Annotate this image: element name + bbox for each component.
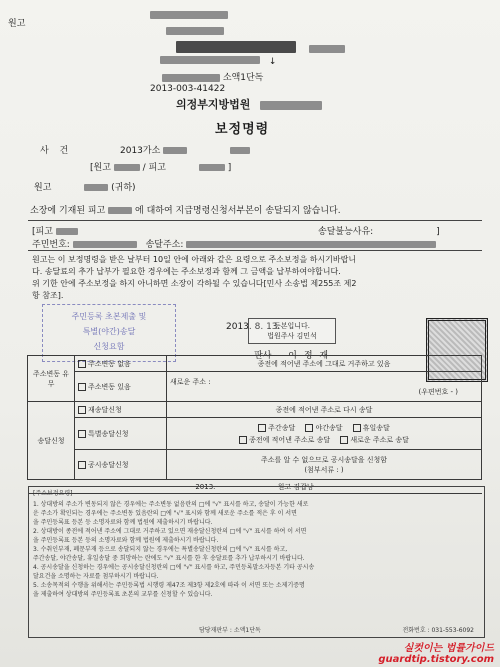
redacted-number-line: ↓ <box>160 56 276 67</box>
new-address-field[interactable]: 새로운 주소 : (우편번호 - ) <box>167 372 482 402</box>
guideline-line: 5. 소송목적의 수행을 위해서는 주민등록법 시행령 제47조 제3항 제2호에 따라 이 서면 또는 소제기증명 <box>33 582 305 589</box>
case-number: 2013가소 <box>120 143 250 156</box>
section-address-change: 주소변동 유무 <box>28 356 75 402</box>
option-changed[interactable]: 주소변동 있음 <box>75 372 167 402</box>
certified-copy-stamp: 등본입니다. 법원주사 김민석 <box>248 318 336 344</box>
guideline-line: 을 주민등록표 등본 등 소명자료와 함께 법원에 제출하시기 바랍니다. <box>33 519 213 526</box>
site-watermark: 실컷이는 법률가이드 guardtip.tistory.com <box>378 643 494 665</box>
redacted-barcode <box>176 38 345 57</box>
checkbox[interactable] <box>258 424 266 432</box>
case-label: 사 건 <box>40 146 73 156</box>
public-notice-desc: 주소를 알 수 없으므로 공시송달을 신청함 (첨부서류 : ) <box>167 450 482 480</box>
guideline-line: 주간송달, 야간송달, 휴일송달 중 희망하는 란에도 "√" 표시를 한 후 송달료를 추가 납부하시기 바랍니다. <box>33 555 305 562</box>
guideline-line: 을 주민등록표 등본 등의 소명자료와 함께 법원에 제출하시기 바랍니다. <box>33 537 219 544</box>
guideline-line: 1. 상대방의 주소가 변동되지 않은 경우에는 주소변동 없음란의 □에 "√" 표시를 하고, 송달이 가능한 새로 <box>33 501 309 508</box>
option-redelivery-desc: 종전에 적어낸 주소로 다시 송달 <box>167 402 482 418</box>
delivery-failure-reason: 송달불능사유: ] <box>318 227 440 237</box>
address-correction-table <box>27 355 482 494</box>
option-redelivery[interactable]: 재송달신청 <box>75 402 167 418</box>
order-body: 원고는 이 보정명령을 받은 날부터 10일 안에 아래와 같은 요령으로 주소보정을 하시기바랍니 다. 송달료의 추가 납부가 필요한 경우에는 주소보정과 함께 그 금액을 납부하여야합니다. 위 기한 안에 주소보정을 하지 아니하면 소장이 각하될 수 있습니다[민사 소송법 제255조 제2 항 참조]. <box>32 255 357 300</box>
correction-guidelines <box>28 486 485 638</box>
court-name: 의정부지방법원 <box>176 96 322 112</box>
divider <box>28 250 482 251</box>
blue-stamp: 주민등록 초본제출 및 특별(야간)송달 신청요함 <box>42 304 176 362</box>
guideline-line: 3. 수취인부재, 폐문부재 등으로 송달되지 않는 경우에는 특별송달신청란의 □에 "√" 표시를 하고, <box>33 546 288 553</box>
notice-text: 소장에 기재된 피고 에 대하여 지급명령신청서부본이 송달되지 않습니다. <box>30 206 341 216</box>
issue-date: 2013. 8. 13. <box>226 322 281 332</box>
case-parties: [원고 / 피고 ] <box>90 163 232 173</box>
checkbox[interactable] <box>239 436 247 444</box>
guideline-line: 2. 상대방이 종전에 적어낸 주소에 그대로 거주하고 있으면 재송달신청란의 □에 "√" 표시를 하여 이 서면 <box>33 528 307 535</box>
checkbox[interactable] <box>78 360 86 368</box>
option-public-notice[interactable]: 공시송달신청 <box>75 450 167 480</box>
officer-line: 담당재판부 : 소액1단독 <box>199 627 261 634</box>
redacted-address-line <box>166 20 224 39</box>
divider <box>28 220 482 221</box>
signature-line: 2013. 원고 김갑남 <box>28 480 482 494</box>
option-special-delivery[interactable]: 특별송달신청 <box>75 418 167 450</box>
defendant-id-address: 주민번호: 송달주소: <box>32 237 436 250</box>
guidelines-lines <box>29 500 484 599</box>
checkbox[interactable] <box>78 430 86 438</box>
defendant-label: [피고 <box>32 224 78 237</box>
checkbox[interactable] <box>78 461 86 469</box>
section-delivery-request: 송달신청 <box>28 402 75 480</box>
plaintiff-line: 원고 (귀하) <box>34 183 136 193</box>
guideline-line: 운 주소가 확인되는 경우에는 주소변동 있음란의 □에 "√" 표시와 함께 새로운 주소를 적은 후 이 서면 <box>33 510 297 517</box>
phone-line: 전화번호 : 031-553-6092 <box>402 627 474 634</box>
recipient-sub-label: 소액1단독 <box>162 70 263 83</box>
checkbox[interactable] <box>78 406 86 414</box>
case-reference-number: 2013-003-41422 <box>150 84 226 94</box>
guideline-line: 4. 공시송달을 신청하는 경우에는 공시송달신청란의 □에 "√" 표시를 하고, 주민등록말소자등본 기타 공시송 <box>33 564 315 571</box>
option-no-change-desc: 종전에 적어낸 주소에 그대로 거주하고 있음 <box>167 356 482 372</box>
checkbox[interactable] <box>305 424 313 432</box>
guideline-line: 을 제출하여 상대방의 주민등록표 초본의 교부를 신청할 수 있습니다. <box>33 591 213 598</box>
checkbox[interactable] <box>340 436 348 444</box>
checkbox[interactable] <box>78 383 86 391</box>
checkbox[interactable] <box>353 424 361 432</box>
special-delivery-options: 주간송달 야간송달 휴일송달 종전에 적어낸 주소로 송달 새로운 주소로 송달 <box>167 418 482 450</box>
option-no-change[interactable]: 주소변동 없음 <box>75 356 167 372</box>
guideline-line: 달요건을 소명하는 자료를 첨부하시기 바랍니다. <box>33 573 159 580</box>
top-left-label: 원고 <box>8 19 26 29</box>
judge-signature: 판사 이 정 재 <box>254 351 331 361</box>
guidelines-title: [주소보정요령] <box>33 490 73 497</box>
document-title: 보정명령 <box>215 122 270 137</box>
